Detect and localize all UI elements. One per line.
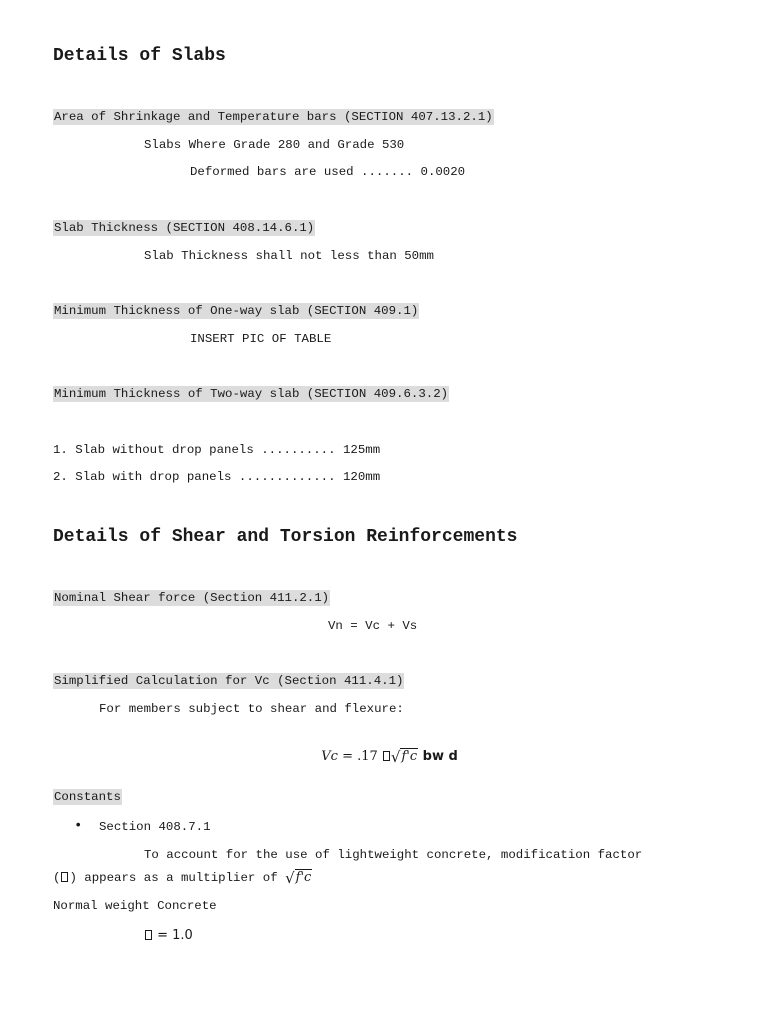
para-line-1: To account for the use of lightweight concrete, modification factor — [144, 848, 643, 862]
bullet-text: Section 408.7.1 — [99, 820, 211, 834]
simplified-line: For members subject to shear and flexure: — [99, 702, 404, 716]
lambda-value — [144, 928, 193, 944]
thickness-heading-text: Slab Thickness (SECTION 408.14.6.1) — [54, 221, 315, 235]
nominal-heading-text: Nominal Shear force (Section 411.2.1) — [54, 591, 330, 605]
simplified-heading — [53, 673, 404, 689]
thickness-heading — [53, 220, 315, 236]
constants-heading-text: Constants — [54, 790, 121, 804]
sqrt-fc-inline-arg: f'c — [295, 870, 312, 885]
constants-heading — [53, 789, 122, 805]
oneway-heading — [53, 303, 419, 319]
shrinkage-heading — [53, 109, 494, 125]
shrinkage-line-2: Deformed bars are used ....... 0.0020 — [190, 165, 466, 179]
bullet-dot: • — [74, 818, 83, 834]
para-line-2 — [53, 869, 312, 887]
shear-title: Details of Shear and Torsion Reinforcements — [53, 527, 518, 547]
shrinkage-line-1: Slabs Where Grade 280 and Grade 530 — [144, 138, 405, 152]
simplified-heading-text: Simplified Calculation for Vc (Section 411.4.1) — [54, 674, 404, 688]
oneway-heading-text: Minimum Thickness of One-way slab (SECTION 409.1) — [54, 304, 419, 318]
shrinkage-heading-text: Area of Shrinkage and Temperature bars (SECTION 407.13.2.1) — [54, 110, 493, 124]
vc-formula-lhs: Vc — [321, 749, 338, 764]
twoway-heading — [53, 386, 449, 402]
vc-formula-eq: = .17 — [337, 749, 382, 764]
radical-sign: √ — [390, 748, 401, 766]
lambda-symbol-value — [145, 930, 152, 940]
radical-sign-inline: √ — [285, 869, 295, 887]
twoway-item-1: 1. Slab without drop panels .......... 125mm — [53, 443, 381, 457]
lambda-symbol-inline — [61, 872, 68, 882]
slabs-title: Details of Slabs — [53, 46, 226, 66]
sqrt-fc-inline — [285, 869, 312, 887]
sqrt-fc-arg: f'c — [401, 749, 418, 764]
lambda-value-text: = 1.0 — [153, 928, 193, 943]
sqrt-fc — [391, 748, 418, 766]
thickness-line: Slab Thickness shall not less than 50mm — [144, 249, 434, 263]
para-line-2-open: ( — [53, 871, 61, 885]
twoway-item-2: 2. Slab with drop panels ............. 120mm — [53, 470, 381, 484]
normal-weight-label: Normal weight Concrete — [53, 899, 217, 913]
vc-formula-rhs: bw d — [418, 749, 458, 764]
twoway-heading-text: Minimum Thickness of Two-way slab (SECTION 409.6.3.2) — [54, 387, 449, 401]
lambda-symbol — [383, 751, 390, 761]
oneway-line: INSERT PIC OF TABLE — [190, 332, 332, 346]
nominal-heading — [53, 590, 330, 606]
vc-formula — [313, 730, 458, 766]
para-line-2-text: ) appears as a multiplier of — [69, 871, 286, 885]
nominal-formula: Vn = Vc + Vs — [328, 619, 418, 633]
